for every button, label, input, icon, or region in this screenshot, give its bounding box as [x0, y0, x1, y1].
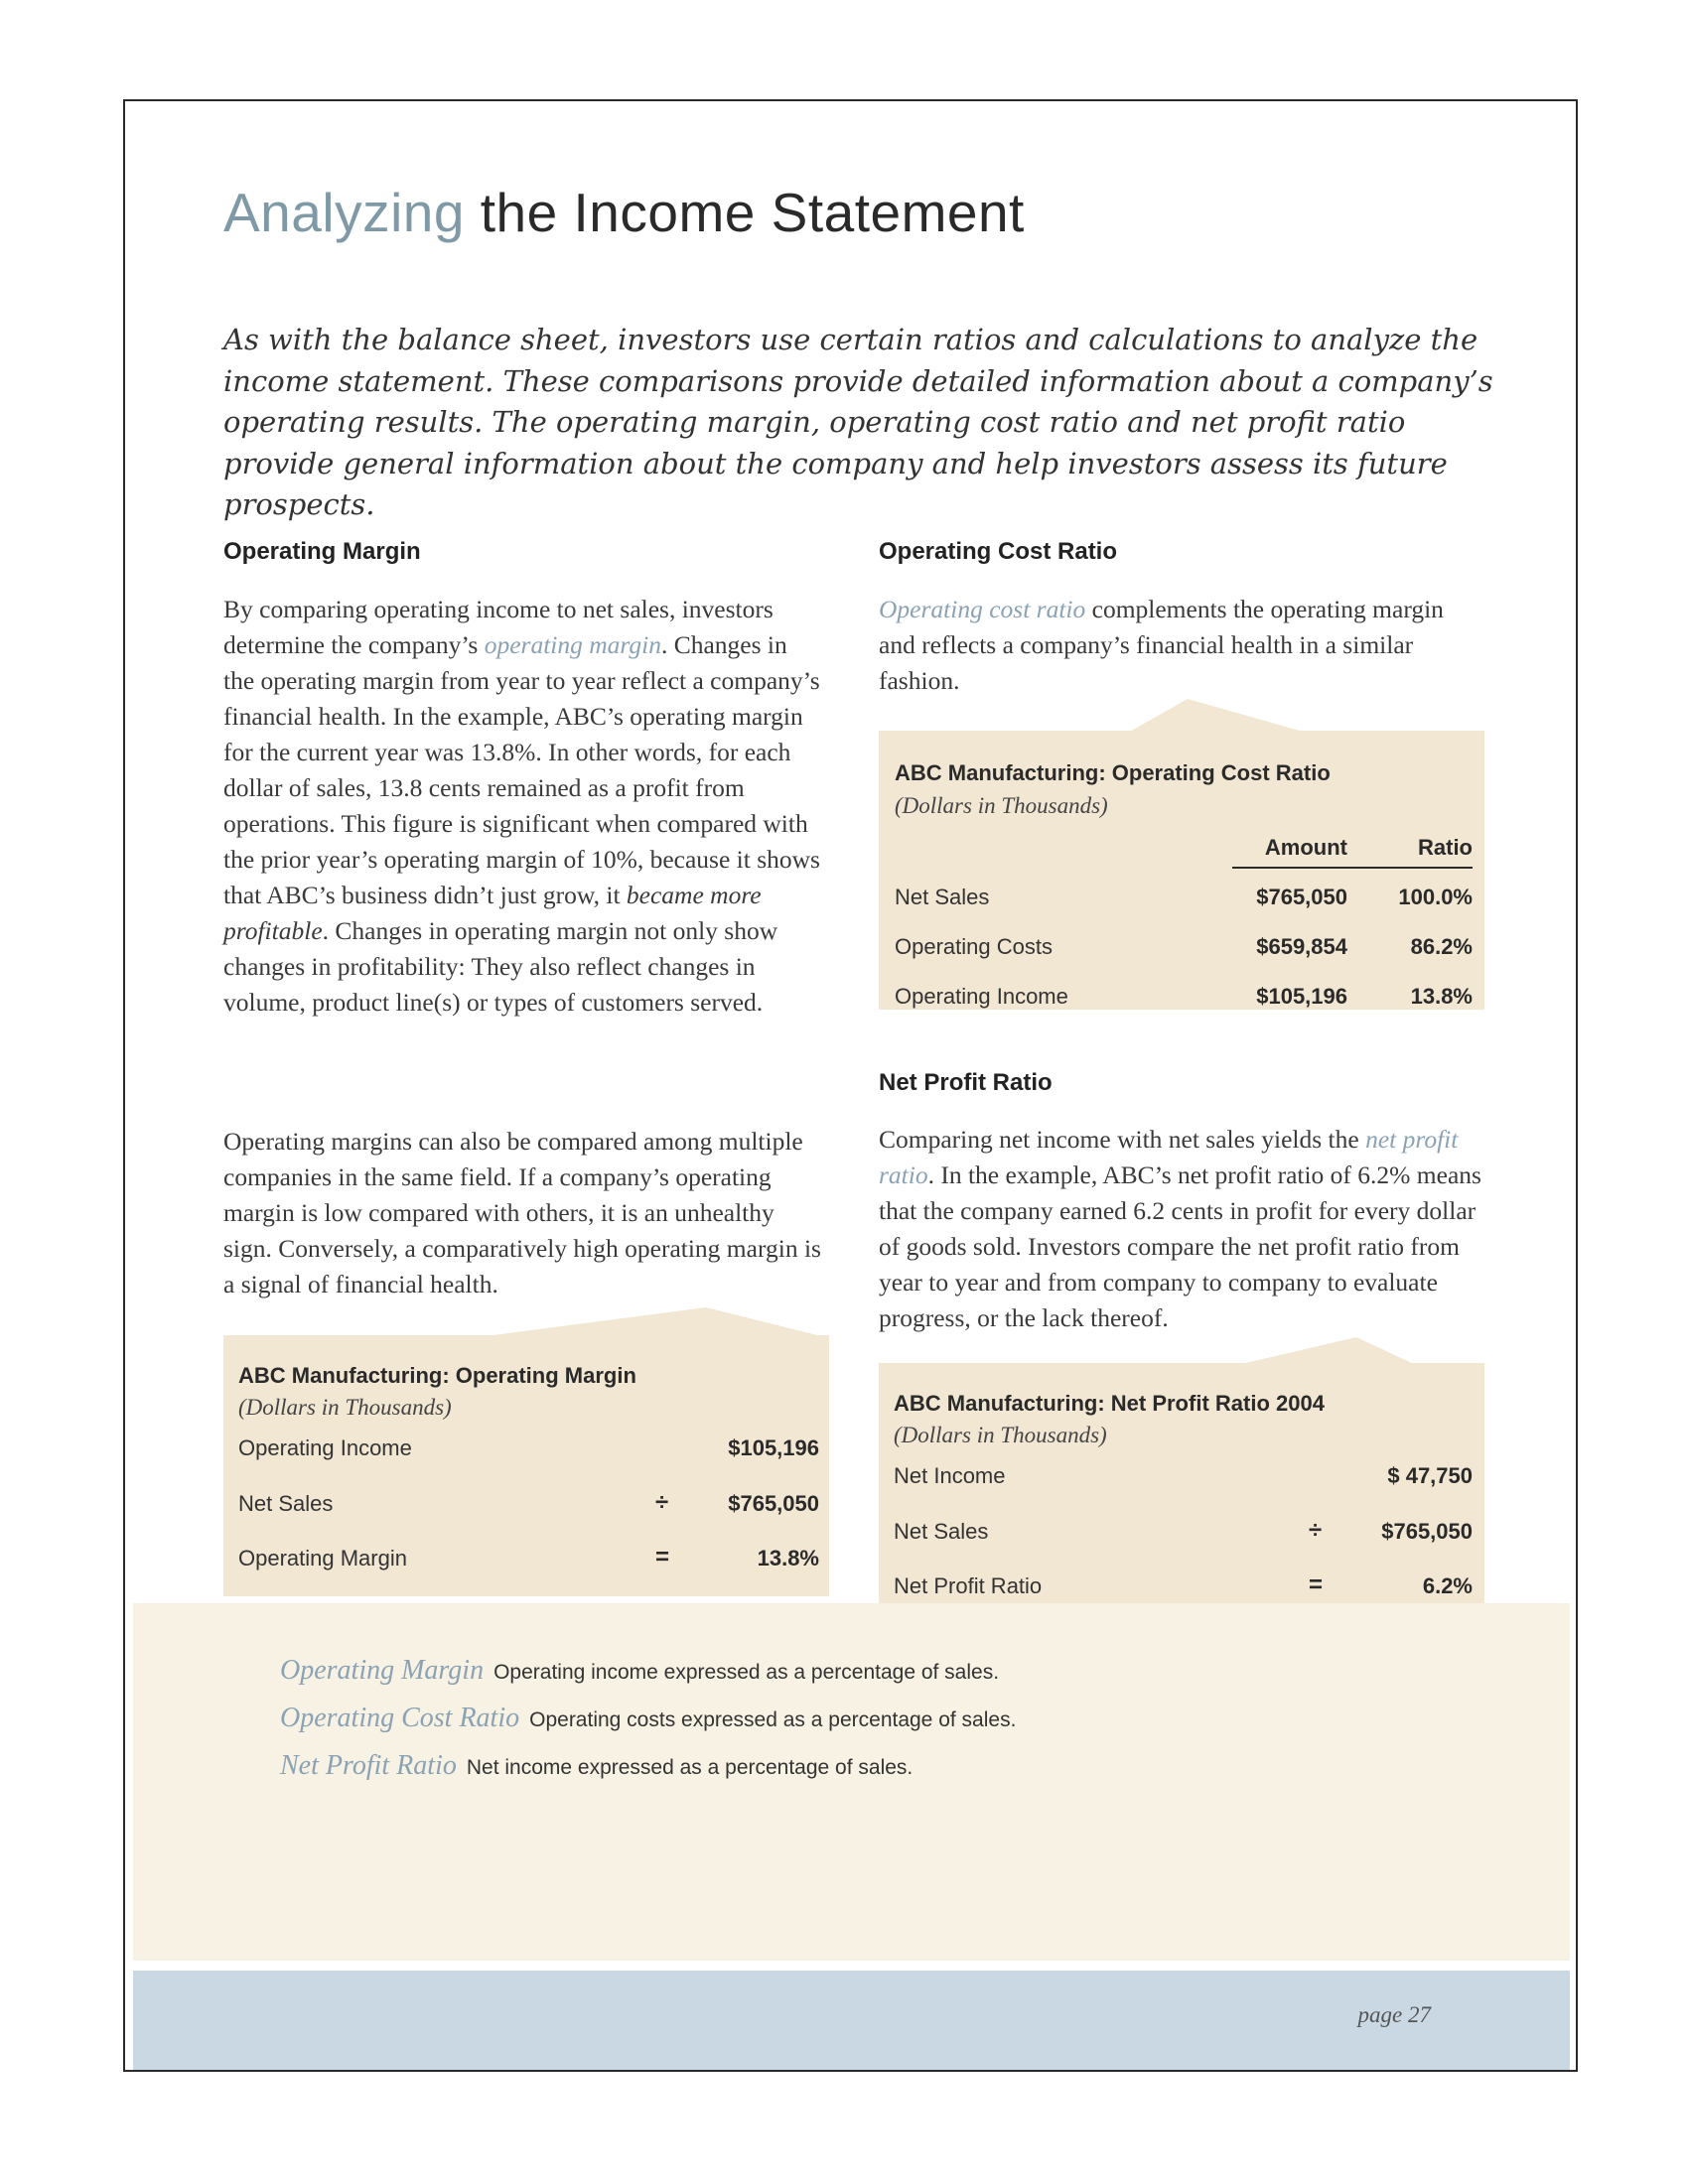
ocr-header-rule: [1232, 867, 1473, 869]
npr-row-label: Net Sales: [894, 1519, 989, 1544]
title-accent: Analyzing: [223, 182, 465, 243]
glossary-definition: Net income expressed as a percentage of sales.: [466, 1756, 914, 1779]
ocr-row-label: Operating Income: [895, 984, 1068, 1009]
npr-box-title: ABC Manufacturing: Net Profit Ratio 2004: [894, 1391, 1325, 1416]
ocr-row-ratio: 13.8%: [1410, 984, 1473, 1009]
om-term-link[interactable]: operating margin: [484, 630, 661, 659]
ocr-box-title: ABC Manufacturing: Operating Cost Ratio: [895, 760, 1331, 785]
om-text-c: . Changes in operating margin not only show changes in profitability: They also reflect changes in volume, product line(s) or types of customers served.: [223, 916, 778, 1017]
page-frame: [123, 99, 1578, 2072]
npr-term-link[interactable]: net profit ratio: [879, 1125, 1459, 1189]
equals-operator: =: [655, 1544, 670, 1570]
om-row-label: Operating Margin: [238, 1546, 407, 1570]
ocr-row-ratio: 86.2%: [1410, 934, 1473, 959]
om-box-tab: [478, 1307, 825, 1337]
net-profit-ratio-box: [879, 1363, 1484, 1625]
ocr-row-label: Operating Costs: [895, 934, 1053, 959]
intro-paragraph: As with the balance sheet, investors use certain ratios and calculations to analyze the income statement. These comparisons provide detailed information about a company’s operating results. The operating margin, operating cost ratio and net profit ratio provide general information about the company and help investors assess its future prospects.: [223, 323, 1493, 521]
operating-margin-heading: Operating Margin: [223, 538, 421, 565]
equals-operator: =: [1309, 1571, 1324, 1598]
ocr-term-link[interactable]: Operating cost ratio: [879, 595, 1086, 623]
ocr-row-label: Net Sales: [895, 885, 990, 909]
glossary-definition: Operating income expressed as a percentage of sales.: [493, 1661, 1000, 1684]
npr-text-b: . In the example, ABC’s net profit ratio of 6.2% means that the company earned 6.2 cents in profit for every dollar of goods sold. Investors compare the net profit ratio from year to year and from company to company to evaluate progress, or the lack thereof.: [879, 1160, 1481, 1332]
ocr-row-amount: $765,050: [1256, 885, 1347, 909]
ocr-col-amount: Amount: [1264, 835, 1347, 860]
npr-row-label: Net Profit Ratio: [894, 1573, 1043, 1598]
ocr-row-amount: $105,196: [1256, 984, 1347, 1009]
om-text-a: By comparing operating income to net sales, investors determine the company’s: [223, 595, 774, 659]
npr-row-value: 6.2%: [1422, 1573, 1473, 1598]
operating-margin-paragraph-1: [223, 592, 824, 1021]
npr-row-value: $765,050: [1381, 1519, 1473, 1544]
glossary-term: Operating Cost Ratio: [280, 1703, 520, 1733]
om-row-label: Operating Income: [238, 1435, 412, 1460]
net-profit-ratio-paragraph: [879, 1122, 1489, 1336]
ocr-box-tab: [1128, 699, 1307, 733]
glossary-entry: [280, 1750, 913, 1782]
page-footer: [133, 1971, 1570, 2070]
om-row-label: Net Sales: [238, 1491, 334, 1516]
ocr-col-ratio: Ratio: [1418, 835, 1473, 860]
npr-text-a: Comparing net income with net sales yields the: [879, 1125, 1366, 1154]
om-box-subtitle: (Dollars in Thousands): [238, 1395, 452, 1420]
operating-margin-box: [223, 1335, 829, 1596]
glossary-term: Net Profit Ratio: [280, 1750, 457, 1781]
om-box-title: ABC Manufacturing: Operating Margin: [238, 1363, 636, 1388]
title-rest: the Income Statement: [464, 182, 1025, 243]
om-row-value: $765,050: [728, 1491, 819, 1516]
glossary-entry: [280, 1655, 999, 1687]
npr-row-value: $ 47,750: [1387, 1463, 1473, 1488]
ocr-text: complements the operating margin and reflects a company’s financial health in a similar fashion.: [879, 595, 1444, 695]
page-number: page 27: [1357, 2002, 1431, 2027]
operating-margin-paragraph-2: Operating margins can also be compared among multiple companies in the same field. If a company’s operating margin is low compared with others, it is an unhealthy sign. Conversely, a comparatively high operating margin is a signal of financial health.: [223, 1127, 821, 1298]
glossary-entry: [280, 1703, 1016, 1734]
om-emphasis: became more profitable: [223, 881, 762, 945]
operating-cost-ratio-box: [879, 731, 1484, 1010]
divide-operator: ÷: [1309, 1517, 1323, 1544]
divide-operator: ÷: [655, 1489, 669, 1516]
om-row-value: $105,196: [728, 1435, 819, 1460]
npr-box-tab: [1237, 1337, 1416, 1365]
om-row-value: 13.8%: [757, 1546, 819, 1570]
glossary-definition: Operating costs expressed as a percentage of sales.: [529, 1708, 1017, 1731]
ocr-row-amount: $659,854: [1256, 934, 1347, 959]
net-profit-ratio-heading: Net Profit Ratio: [879, 1069, 1053, 1096]
om-text-b: . Changes in the operating margin from year to year reflect a company’s financial health. In the example, ABC’s operating margin for the current year was 13.8%. In other words, for each dollar of sales, 13.8 cents remained as a profit from operations. This figure is significant when compared with the prior year’s operating margin of 10%, because it shows that ABC’s business didn’t just grow, it: [223, 630, 820, 909]
ocr-row-ratio: 100.0%: [1398, 885, 1473, 909]
operating-cost-ratio-paragraph: [879, 592, 1484, 699]
npr-box-subtitle: (Dollars in Thousands): [894, 1423, 1107, 1447]
npr-row-label: Net Income: [894, 1463, 1006, 1488]
page-title: [223, 181, 1025, 244]
glossary-term: Operating Margin: [280, 1655, 485, 1686]
glossary-panel: [133, 1603, 1570, 1961]
operating-cost-ratio-heading: Operating Cost Ratio: [879, 538, 1118, 565]
ocr-box-subtitle: (Dollars in Thousands): [895, 793, 1108, 818]
